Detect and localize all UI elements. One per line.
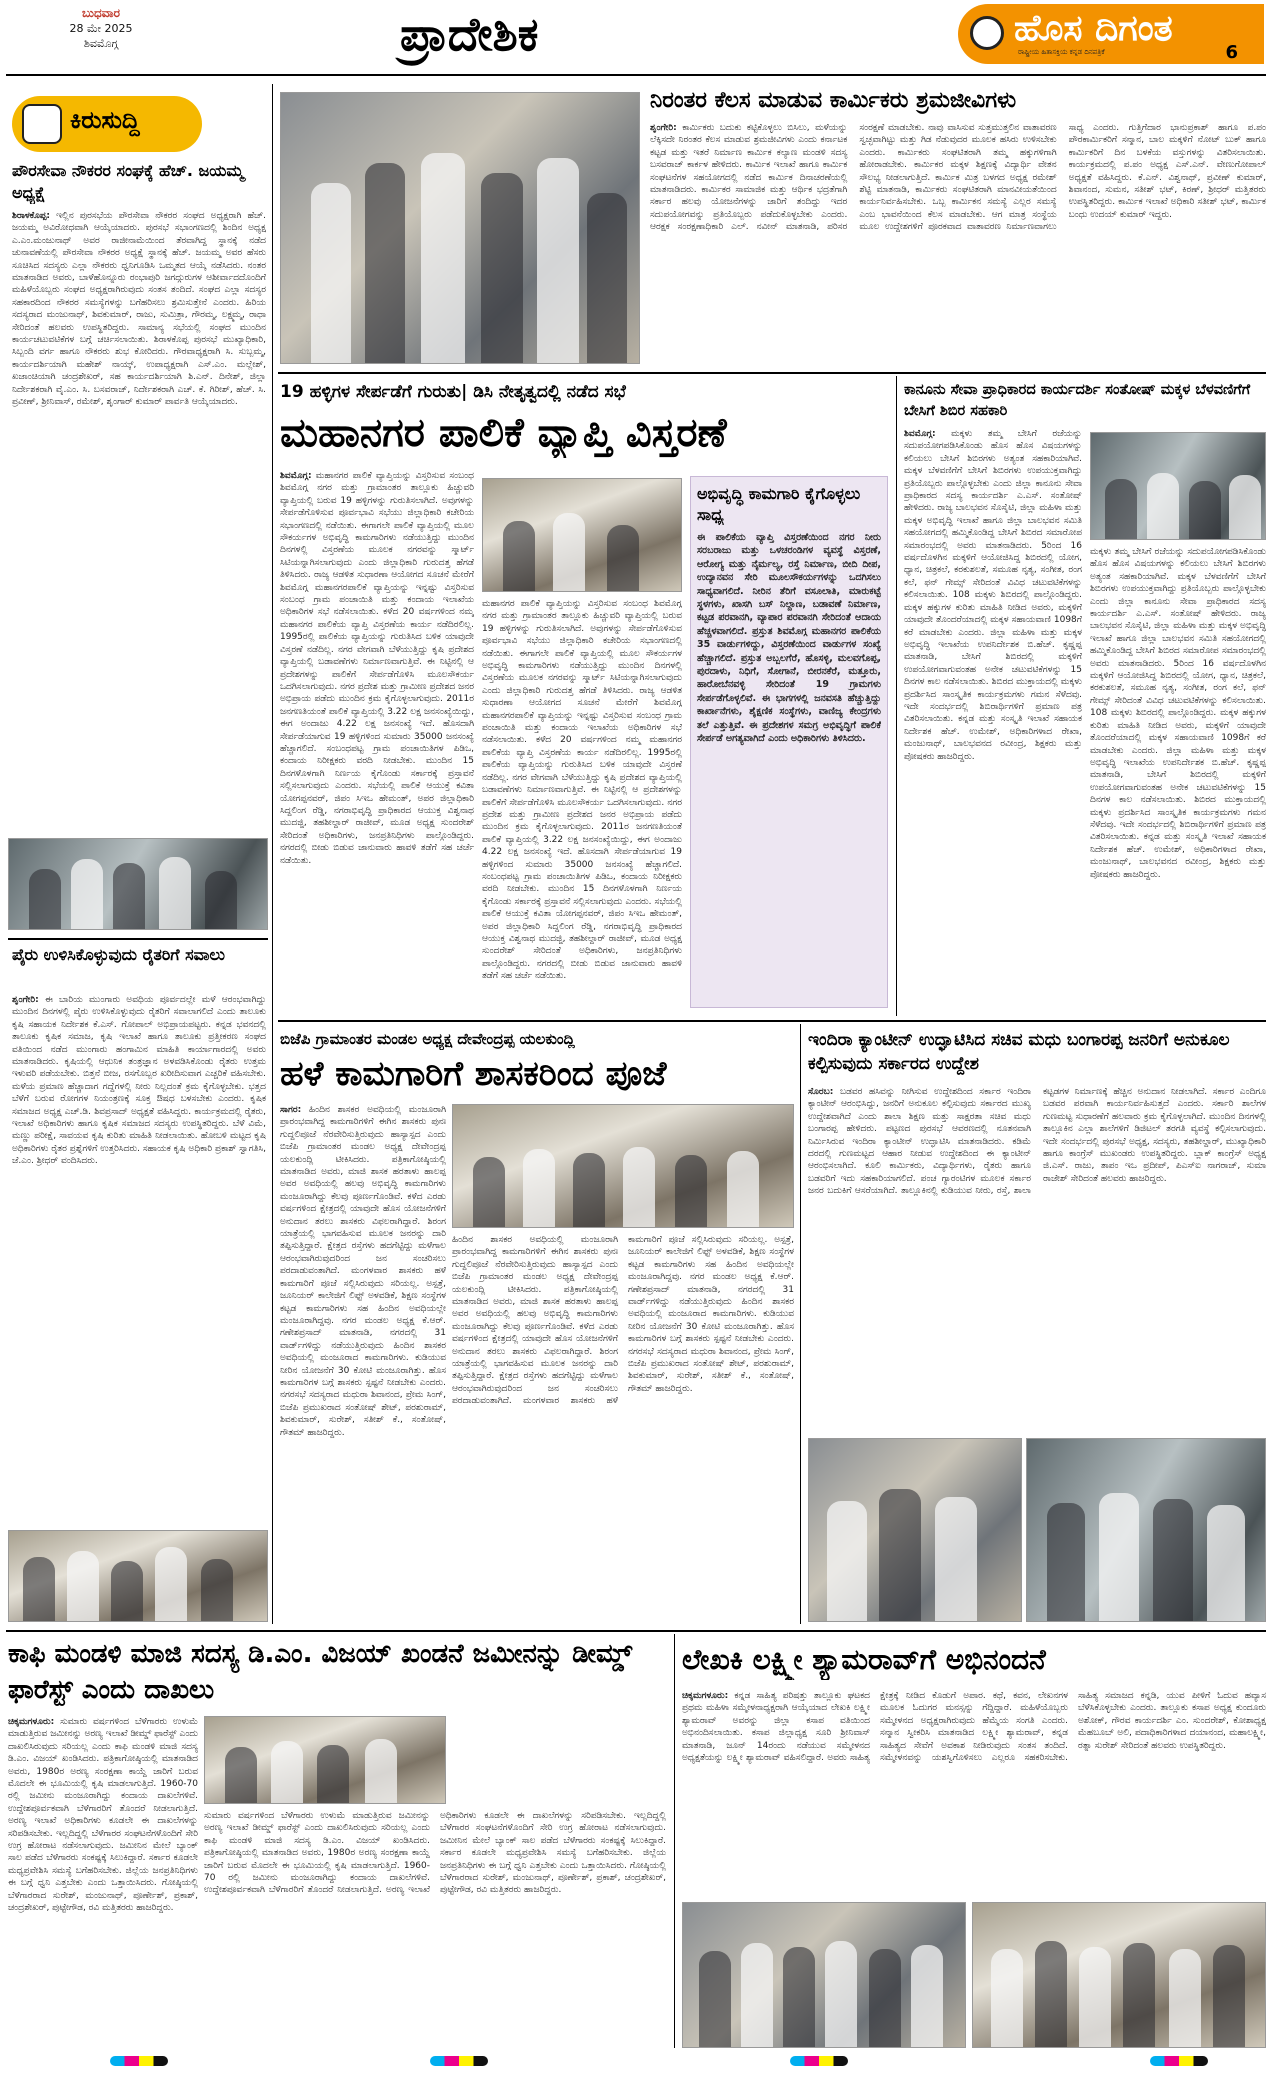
brand-banner: [958, 4, 1264, 64]
sidebar-heading: ಅಭಿವೃದ್ಧಿ ಕಾಮಗಾರಿ ಕೈಗೊಳ್ಳಲು ಸಾಧ್ಯ: [697, 484, 861, 524]
masthead: [0, 0, 1273, 72]
divider-3: [6, 1630, 1266, 1632]
sidebar-body: ಈ ಪಾಲಿಕೆಯ ವ್ಯಾಪ್ತಿ ವಿಸ್ತರಣೆಯಿಂದ ನಗರ ನೀರು ಸರಬರಾಜು ಮತ್ತು ಒಳಚರಂಡಿಗಳ ವ್ಯವಸ್ಥೆ ವಿಸ್ತರಣೆ, ಆರೋಗ್ಯ ಮತ್ತು ನೈರ್ಮಲ್ಯ, ರಸ್ತೆ ನಿರ್ಮಾಣ, ಬೀದಿ ದೀಪ, ಉದ್ಯಾನವನ ಸೇರಿ ಮೂಲಸೌಕರ್ಯಗಳನ್ನು ಒದಗಿಸಲು ಸಾಧ್ಯವಾಗಲಿದೆ. ನೀರಿನ ತೆರಿಗೆ ವಸೂಲಾತಿ, ಮಾರುಕಟ್ಟೆ ಸ್ಥಳಗಳು, ಖಾಸಗಿ ಬಸ್ ನಿಲ್ದಾಣ, ಬಡಾವಣೆ ನಿರ್ಮಾಣ, ಕಟ್ಟಡ ಪರವಾನಗಿ, ವ್ಯಾಪಾರ ಪರವಾನಗಿ ಸೇರಿದಂತೆ ಆದಾಯ ಹೆಚ್ಚಳವಾಗಲಿದೆ. ಪ್ರಸ್ತುತ ಶಿವಮೊಗ್ಗ ಮಹಾನಗರ ಪಾಲಿಕೆಯ 35 ವಾರ್ಡುಗಳಿದ್ದು, ವಿಸ್ತರಣೆಯಿಂದ ವಾರ್ಡುಗಳ ಸಂಖ್ಯೆ ಹೆಚ್ಚಾಗಲಿದೆ. ಪ್ರಸ್ತುತ ಅಬ್ಬಲಗೆರೆ, ಹೊಸಳ್ಳಿ, ಮಲವಗೊಪ್ಪ, ಪುರದಾಳು, ನಿಧಿಗೆ, ಸೋಗಾನೆ, ಬೀರನಕೆರೆ, ಮತ್ತೂರು, ಹಾರೋಬೆನವಳ್ಳಿ ಸೇರಿದಂತೆ 19 ಗ್ರಾಮಗಳು ಸೇರ್ಪಡೆಗೊಳ್ಳಲಿವೆ. ಈ ಭಾಗಗಳಲ್ಲಿ ಜನವಸತಿ ಹೆಚ್ಚುತ್ತಿದ್ದು ಕಾರ್ಖಾನೆಗಳು, ಶೈಕ್ಷಣಿಕ ಸಂಸ್ಥೆಗಳು, ವಾಣಿಜ್ಯ ಕೇಂದ್ರಗಳು ತಲೆ ಎತ್ತುತ್ತಿವೆ. ಈ ಪ್ರದೇಶಗಳ ಸಮಗ್ರ ಅಭಿವೃದ್ಧಿಗೆ ಪಾಲಿಕೆ ಸೇರ್ಪಡೆ ಅಗತ್ಯವಾಗಿದೆ ಎಂದು ಅಧಿಕಾರಿಗಳು ತಿಳಿಸಿದರು.: [697, 532, 881, 745]
article5-photo-1: [808, 1438, 1022, 1622]
article5-headline: ಇಂದಿರಾ ಕ್ಯಾಂಟೀನ್ ಉದ್ಘಾಟಿಸಿದ ಸಚಿವ ಮಧು ಬಂಗಾರಪ್ಪ ಜನರಿಗೆ ಅನುಕೂಲ ಕಲ್ಪಿಸುವುದು ಸರ್ಕಾರದ ಉದ್ದೇಶ: [808, 1030, 1230, 1074]
news1-place: ಶಿರಾಳಕೊಪ್ಪ:: [12, 211, 50, 221]
brand-logo-icon: [970, 16, 1004, 50]
article7-headline: ಲೇಖಕಿ ಲಕ್ಷ್ಮೀ ಶ್ಯಾಮರಾವ್‌ಗೆ ಅಭಿನಂದನೆ: [682, 1643, 1046, 1676]
article1-body: [650, 122, 1266, 366]
news1-headline: ಪೌರಸೇವಾ ನೌಕರರ ಸಂಘಕ್ಕೆ ಹೆಚ್. ಜಯಮ್ಮ ಅಧ್ಯಕ್ಷೆ: [12, 161, 244, 202]
article5-photo-2: [1026, 1438, 1266, 1622]
brand-tagline: ರಾಷ್ಟ್ರೀಯ ಹಿತಾಸಕ್ತಿಯ ಕನ್ನಡ ದಿನಪತ್ರಿಕೆ: [1018, 48, 1105, 56]
article3-headline: ಕಾನೂನು ಸೇವಾ ಪ್ರಾಧಿಕಾರದ ಕಾರ್ಯದರ್ಶಿ ಸಂತೋಷ್ ಮಕ್ಕಳ ಬೆಳವಣಿಗೆಗೆ ಬೇಸಿಗೆ ಶಿಬಿರ ಸಹಕಾರಿ: [904, 382, 1251, 419]
news2-body: [12, 994, 266, 1524]
article5-place: ಸೊರಬ:: [808, 1087, 834, 1097]
lead-body-col1: [280, 470, 474, 1016]
article3-text-cont: ಮಕ್ಕಳು ತಮ್ಮ ಬೇಸಿಗೆ ರಜೆಯನ್ನು ಸದುಪಯೋಗಪಡಿಸಿಕೊಂಡು ಹೊಸ ಹೊಸ ವಿಷಯಗಳನ್ನು ಕಲಿಯಲು ಬೇಸಿಗೆ ಶಿಬಿರಗಳು ಅತ್ಯಂತ ಸಹಕಾರಿಯಾಗಿವೆ. ಮಕ್ಕಳ ಬೆಳವಣಿಗೆಗೆ ಬೇಸಿಗೆ ಶಿಬಿರಗಳು ಉಪಯುಕ್ತವಾಗಿದ್ದು ಪ್ರತಿಯೊಬ್ಬರು ಪಾಲ್ಗೊಳ್ಳಬೇಕು ಎಂದು ಜಿಲ್ಲಾ ಕಾನೂನು ಸೇವಾ ಪ್ರಾಧಿಕಾರದ ಸದಸ್ಯ ಕಾರ್ಯದರ್ಶಿ ಎ.ಎಸ್. ಸಂತೋಷ್ ಹೇಳಿದರು. ರಾಜ್ಯ ಬಾಲಭವನ ಸೊಸೈಟಿ, ಜಿಲ್ಲಾ ಮಹಿಳಾ ಮತ್ತು ಮಕ್ಕಳ ಅಭಿವೃದ್ಧಿ ಇಲಾಖೆ ಹಾಗೂ ಜಿಲ್ಲಾ ಬಾಲಭವನ ಸಮಿತಿ ಸಹಯೋಗದಲ್ಲಿ ಹಮ್ಮಿಕೊಂಡಿದ್ದ ಬೇಸಿಗೆ ಶಿಬಿರದ ಸಮಾರೋಪ ಸಮಾರಂಭದಲ್ಲಿ ಅವರು ಮಾತನಾಡಿದರು. 5ರಿಂದ 16 ವರ್ಷದೊಳಗಿನ ಮಕ್ಕಳಿಗೆ ಆಯೋಜಿಸಿದ್ದ ಶಿಬಿರದಲ್ಲಿ ಯೋಗ, ಧ್ಯಾನ, ಚಿತ್ರಕಲೆ, ಕರಕುಶಲತೆ, ಸಮೂಹ ನೃತ್ಯ, ಸಂಗೀತ, ರಂಗ ಕಲೆ, ಫನ್ ಗೇಮ್ಸ್ ಸೇರಿದಂತೆ ವಿವಿಧ ಚಟುವಟಿಕೆಗಳನ್ನು ಕಲಿಸಲಾಯಿತು. 108 ಮಕ್ಕಳು ಶಿಬಿರದಲ್ಲಿ ಪಾಲ್ಗೊಂಡಿದ್ದರು. ಮಕ್ಕಳ ಹಕ್ಕುಗಳ ಕುರಿತು ಮಾಹಿತಿ ನೀಡಿದ ಅವರು, ಮಕ್ಕಳಿಗೆ ಯಾವುದೇ ತೊಂದರೆಯಾದಲ್ಲಿ ಮಕ್ಕಳ ಸಹಾಯವಾಣಿ 1098ಗೆ ಕರೆ ಮಾಡಬೇಕು ಎಂದರು. ಜಿಲ್ಲಾ ಮಹಿಳಾ ಮತ್ತು ಮಕ್ಕಳ ಅಭಿವೃದ್ಧಿ ಇಲಾಖೆಯ ಉಪನಿರ್ದೇಶಕ ಬಿ.ಹೆಚ್. ಕೃಷ್ಣಪ್ಪ ಮಾತನಾಡಿ, ಬೇಸಿಗೆ ಶಿಬಿರದಲ್ಲಿ ಮಕ್ಕಳಿಗೆ ಉಪಯೋಗವಾಗುವಂತಹ ಅನೇಕ ಚಟುವಟಿಕೆಗಳನ್ನು 15 ದಿನಗಳ ಕಾಲ ನಡೆಸಲಾಯಿತು. ಶಿಬಿರದ ಮುಕ್ತಾಯದಲ್ಲಿ ಮಕ್ಕಳು ಪ್ರದರ್ಶಿಸಿದ ಸಾಂಸ್ಕೃತಿಕ ಕಾರ್ಯಕ್ರಮಗಳು ಗಮನ ಸೆಳೆದವು. ಇದೇ ಸಂದರ್ಭದಲ್ಲಿ ಶಿಬಿರಾರ್ಥಿಗಳಿಗೆ ಪ್ರಮಾಣ ಪತ್ರ ವಿತರಿಸಲಾಯಿತು. ಕನ್ನಡ ಮತ್ತು ಸಂಸ್ಕೃತಿ ಇಲಾಖೆ ಸಹಾಯಕ ನಿರ್ದೇಶಕ ಹೆಚ್. ಉಮೇಶ್, ಅಧಿಕಾರಿಗಳಾದ ರೇಖಾ, ಮಂಜುನಾಥ್, ಬಾಲಭವನದ ರವೀಂದ್ರ, ಶಿಕ್ಷಕರು ಮತ್ತು ಪೋಷಕರು ಹಾಜರಿದ್ದರು.: [1090, 547, 1266, 880]
article7-text: ಕನ್ನಡ ಸಾಹಿತ್ಯ ಪರಿಷತ್ತು ತಾಲ್ಲೂಕು ಘಟಕದ ಪ್ರಥಮ ಮಹಿಳಾ ಸಮ್ಮೇಳನಾಧ್ಯಕ್ಷರಾಗಿ ಆಯ್ಕೆಯಾದ ಲೇಖಕಿ ಲಕ್ಷ್ಮೀ ಶ್ಯಾಮರಾವ್ ಅವರನ್ನು ಜಿಲ್ಲಾ ಕಸಾಪ ವತಿಯಿಂದ ಅಭಿನಂದಿಸಲಾಯಿತು. ಕಸಾಪ ಜಿಲ್ಲಾಧ್ಯಕ್ಷ ಸೂರಿ ಶ್ರೀನಿವಾಸ್ ಮಾತನಾಡಿ, ಜೂನ್ 14ರಂದು ನಡೆಯುವ ಸಮ್ಮೇಳನದ ಅಧ್ಯಕ್ಷತೆಯನ್ನು ಲಕ್ಷ್ಮೀ ಶ್ಯಾಮರಾವ್ ವಹಿಸಲಿದ್ದಾರೆ. ಅವರು ಸಾಹಿತ್ಯ ಕ್ಷೇತ್ರಕ್ಕೆ ನೀಡಿದ ಕೊಡುಗೆ ಅಪಾರ. ಕಥೆ, ಕವನ, ಲೇಖನಗಳ ಮೂಲಕ ಓದುಗರ ಮನಸ್ಸನ್ನು ಗೆದ್ದಿದ್ದಾರೆ. ಮಹಿಳೆಯೊಬ್ಬರು ಸಮ್ಮೇಳನದ ಅಧ್ಯಕ್ಷರಾಗಿರುವುದು ಹೆಮ್ಮೆಯ ಸಂಗತಿ ಎಂದರು. ಸನ್ಮಾನ ಸ್ವೀಕರಿಸಿ ಮಾತನಾಡಿದ ಲಕ್ಷ್ಮೀ ಶ್ಯಾಮರಾವ್, ಕನ್ನಡ ಸಾಹಿತ್ಯದ ಸೇವೆಗೆ ಅವಕಾಶ ನೀಡಿರುವುದು ಸಂತಸ ತಂದಿದೆ. ಸಮ್ಮೇಳನವನ್ನು ಯಶಸ್ವಿಗೊಳಿಸಲು ಎಲ್ಲರೂ ಸಹಕರಿಸಬೇಕು. ಸಾಹಿತ್ಯ ಸಮಾಜದ ಕನ್ನಡಿ, ಯುವ ಪೀಳಿಗೆ ಓದುವ ಹವ್ಯಾಸ ಬೆಳೆಸಿಕೊಳ್ಳಬೇಕು ಎಂದರು. ತಾಲ್ಲೂಕು ಕಸಾಪ ಅಧ್ಯಕ್ಷ ಕುಂದೂರು ಅಶೋಕ್, ಗೌರವ ಕಾರ್ಯದರ್ಶಿ ಎಂ. ಸುಂದರೇಶ್, ಕೋಶಾಧ್ಯಕ್ಷ ಮೆಹಬೂಬ್ ಅಲಿ, ಪದಾಧಿಕಾರಿಗಳಾದ ದಯಾನಂದ, ಮಹಾಲಕ್ಷ್ಮೀ, ರತ್ನಾ ಸುರೇಶ್ ಸೇರಿದಂತೆ ಹಲವರು ಉಪಸ್ಥಿತರಿದ್ದರು.: [682, 1691, 1266, 1764]
hand-icon: [22, 104, 62, 144]
article6-body-col2: [204, 1810, 666, 2048]
lead-place: ಶಿವಮೊಗ್ಗ:: [280, 471, 312, 481]
article4-place: ಸಾಗರ:: [280, 1105, 302, 1115]
city-label: ಶಿವಮೊಗ್ಗ: [83, 37, 119, 50]
article4-photo: [452, 1104, 794, 1228]
lead-right-divider: [896, 376, 897, 1016]
news2-place: ಶೃಂಗೇರಿ:: [12, 995, 39, 1005]
article3-photo: [1090, 432, 1266, 540]
article4-text-cont: ಹಿಂದಿನ ಶಾಸಕರ ಅವಧಿಯಲ್ಲಿ ಮಂಜೂರಾಗಿ ಪ್ರಾರಂಭವಾಗಿದ್ದ ಕಾಮಗಾರಿಗಳಿಗೆ ಈಗಿನ ಶಾಸಕರು ಪುನಃ ಗುದ್ದಲಿಪೂಜೆ ನೆರವೇರಿಸುತ್ತಿರುವುದು ಹಾಸ್ಯಾಸ್ಪದ ಎಂದು ಬಿಜೆಪಿ ಗ್ರಾಮಾಂತರ ಮಂಡಲ ಅಧ್ಯಕ್ಷ ದೇವೇಂದ್ರಪ್ಪ ಯಲಕುಂದ್ಲಿ ಟೀಕಿಸಿದರು. ಪತ್ರಿಕಾಗೋಷ್ಠಿಯಲ್ಲಿ ಮಾತನಾಡಿದ ಅವರು, ಮಾಜಿ ಶಾಸಕ ಹರತಾಳು ಹಾಲಪ್ಪ ಅವರ ಅವಧಿಯಲ್ಲಿ ಹಲವು ಅಭಿವೃದ್ಧಿ ಕಾಮಗಾರಿಗಳು ಮಂಜೂರಾಗಿದ್ದು ಕೆಲವು ಪೂರ್ಣಗೊಂಡಿವೆ. ಕಳೆದ ಎರಡು ವರ್ಷಗಳಿಂದ ಕ್ಷೇತ್ರದಲ್ಲಿ ಯಾವುದೇ ಹೊಸ ಯೋಜನೆಗಳಿಗೆ ಅನುದಾನ ತರಲು ಶಾಸಕರು ವಿಫಲರಾಗಿದ್ದಾರೆ. ಶಿರಂಗ ಯಾತ್ರೆಯಲ್ಲಿ ಭಾಗವಹಿಸುವ ಮೂಲಕ ಜನರನ್ನು ದಾರಿ ತಪ್ಪಿಸುತ್ತಿದ್ದಾರೆ. ಕ್ಷೇತ್ರದ ರಸ್ತೆಗಳು ಹದಗೆಟ್ಟಿದ್ದು ಮಳೆಗಾಲ ಆರಂಭವಾಗಿರುವುದರಿಂದ ಜನ ಸಂಚರಿಸಲು ಪರದಾಡುವಂತಾಗಿದೆ. ಮಂಗಳವಾರ ಶಾಸಕರು ಹಳೆ ಕಾಮಗಾರಿಗೆ ಪೂಜೆ ಸಲ್ಲಿಸಿರುವುದು ಸರಿಯಲ್ಲ. ಅಸ್ಪತ್ರೆ, ಜೂನಿಯರ್ ಕಾಲೇಜಿಗೆ ಲಿಫ್ಟ್ ಅಳವಡಿಕೆ, ಶಿಕ್ಷಣ ಸಂಸ್ಥೆಗಳ ಕಟ್ಟಡ ಕಾಮಗಾರಿಗಳು ಸಹ ಹಿಂದಿನ ಅವಧಿಯಲ್ಲೇ ಮಂಜೂರಾಗಿದ್ದವು. ನಗರ ಮಂಡಲ ಅಧ್ಯಕ್ಷ ಕೆ.ಆರ್. ಗಣೇಶಪ್ರಸಾದ್ ಮಾತನಾಡಿ, ನಗರದಲ್ಲಿ 31 ವಾರ್ಡ್‌ಗಳಿದ್ದು ನಡೆಯುತ್ತಿರುವುದು ಹಿಂದಿನ ಶಾಸಕರ ಅವಧಿಯಲ್ಲಿ ಮಂಜೂರಾದ ಕಾಮಗಾರಿಗಳು. ಕುಡಿಯುವ ನೀರಿನ ಯೋಜನೆಗೆ 30 ಕೋಟಿ ಮಂಜೂರಾಗಿತ್ತು. ಹೊಸ ಕಾಮಗಾರಿಗಳ ಬಗ್ಗೆ ಶಾಸಕರು ಸ್ಪಷ್ಟನೆ ನೀಡಬೇಕು ಎಂದರು. ನಗರಸಭೆ ಸದಸ್ಯರಾದ ಮಧುರಾ ಶಿವಾನಂದ, ಪ್ರೇಮ ಸಿಂಗ್, ಬಿಜೆಪಿ ಪ್ರಮುಖರಾದ ಸಂತೋಷ್ ಶೇಟ್, ಪರಶುರಾಮ್, ಶಿವಕುಮಾರ್, ಸುರೇಶ್, ಸತೀಶ್ ಕೆ., ಸಂತೋಷ್, ಗೌತಮ್ ಹಾಜರಿದ್ದರು.: [452, 1235, 794, 1407]
left-divider-1: [8, 938, 268, 940]
article6-headline: ಕಾಫಿ ಮಂಡಳಿ ಮಾಜಿ ಸದಸ್ಯ ಡಿ.ಎಂ. ವಿಜಯ್ ಖಂಡನೆ ಜಮೀನನ್ನು ಡೀಮ್ಡ್ ಫಾರೆಸ್ಟ್ ಎಂದು ದಾಖಲು: [8, 1639, 633, 1705]
article4-right-divider: [800, 1024, 801, 1624]
lead-kicker: 19 ಹಳ್ಳಿಗಳ ಸೇರ್ಪಡೆಗೆ ಗುರುತು| ಡಿಸಿ ನೇತೃತ್ವದಲ್ಲಿ ನಡೆದ ಸಭೆ: [280, 382, 626, 402]
lead-headline: ಮಹಾನಗರ ಪಾಲಿಕೆ ವ್ಯಾಪ್ತಿ ವಿಸ್ತರಣೆ: [280, 410, 727, 456]
news1-body: [12, 210, 266, 830]
news2-photo: [8, 1530, 268, 1622]
article6-place: ಚಿಕ್ಕಮಗಳೂರು:: [8, 1717, 55, 1727]
article4-body-col1: [280, 1104, 446, 1624]
article1-headline: ನಿರಂತರ ಕೆಲಸ ಮಾಡುವ ಕಾರ್ಮಿಕರು ಶ್ರಮಜೀವಿಗಳು: [650, 88, 1017, 113]
day-label: ಬುಧವಾರ: [82, 6, 120, 20]
article3-body-col2: [1090, 546, 1266, 1016]
bottom-divider: [674, 1634, 675, 2048]
article4-headline: ಹಳೆ ಕಾಮಗಾರಿಗೆ ಶಾಸಕರಿಂದ ಪೂಜೆ: [280, 1054, 667, 1094]
article6-photo: [204, 1716, 446, 1804]
left-col-divider: [272, 84, 273, 1624]
kirusuddi-logo: [12, 96, 202, 152]
article1-text: ಕಾರ್ಮಿಕರು ಬದುಕು ಕಟ್ಟಿಕೊಳ್ಳಲು ಬಿಸಿಲು, ಮಳೆಯನ್ನು ಲೆಕ್ಕಿಸದೇ ನಿರಂತರ ಕೆಲಸ ಮಾಡುವ ಶ್ರಮಜೀವಿಗಳು ಎಂದು ಕರ್ನಾಟಕ ಕಟ್ಟಡ ಮತ್ತು ಇತರೆ ನಿರ್ಮಾಣ ಕಾರ್ಮಿಕ ಕಲ್ಯಾಣ ಮಂಡಳಿ ಸದಸ್ಯ ಬಸವರಾಜ್ ಕಾರ್ಕಳ ಹೇಳಿದರು. ಕಾರ್ಮಿಕ ಇಲಾಖೆ ಹಾಗೂ ಕಾರ್ಮಿಕ ಸಂಘಟನೆಗಳ ಸಹಯೋಗದಲ್ಲಿ ನಡೆದ ಕಾರ್ಮಿಕ ದಿನಾಚರಣೆಯಲ್ಲಿ ಮಾತನಾಡಿದರು. ಕಾರ್ಮಿಕರ ಸಾಮಾಜಿಕ ಮತ್ತು ಆರ್ಥಿಕ ಭದ್ರತೆಗಾಗಿ ಸರ್ಕಾರ ಹಲವು ಯೋಜನೆಗಳನ್ನು ಜಾರಿಗೆ ತಂದಿದ್ದು ಇದರ ಸದುಪಯೋಗವನ್ನು ಪ್ರತಿಯೊಬ್ಬರು ಪಡೆದುಕೊಳ್ಳಬೇಕು ಎಂದರು. ಆರಕ್ಷಕ ಸಂರಕ್ಷಣಾಧಿಕಾರಿ ಎಲ್. ನವೀನ್ ಮಾತನಾಡಿ, ಪರಿಸರ ಸಂರಕ್ಷಣೆ ಮಾಡಬೇಕು. ನಾವು ವಾಸಿಸುವ ಸುತ್ತಮುತ್ತಲಿನ ವಾತಾವರಣ ಸ್ವಚ್ಛವಾಗಿಟ್ಟು ಮತ್ತು ಗಿಡ ನೆಡುವುದರ ಮೂಲಕ ಹಸಿರು ಉಳಿಸಬೇಕು ಎಂದರು. ಕಾರ್ಮಿಕರು ಸಂಘಟಿತರಾಗಿ ತಮ್ಮ ಹಕ್ಕುಗಳಿಗಾಗಿ ಹೋರಾಡಬೇಕು. ಕಾರ್ಮಿಕರ ಮಕ್ಕಳ ಶಿಕ್ಷಣಕ್ಕೆ ವಿದ್ಯಾರ್ಥಿ ವೇತನ ಸೌಲಭ್ಯ ನೀಡಲಾಗುತ್ತಿದೆ. ಕಾರ್ಮಿಕ ಮಿತ್ರ ಬಳಗದ ಅಧ್ಯಕ್ಷ ರಮೇಶ್ ಶೆಟ್ಟಿ ಮಾತನಾಡಿ, ಕಾರ್ಮಿಕರು ಸಂಘಟಿತರಾಗಿ ಮಾನವೀಯತೆಯಿಂದ ಕಾರ್ಯನಿರ್ವಹಿಸಬೇಕು. ಒಬ್ಬ ಕಾರ್ಮಿಕನ ಸಮಸ್ಯೆ ಎಲ್ಲರ ಸಮಸ್ಯೆ ಎಂಬ ಭಾವನೆಯಿಂದ ಕೆಲಸ ಮಾಡಬೇಕು. ಆಗ ಮಾತ್ರ ಸಂಸ್ಥೆಯ ಮೂಲ ಉದ್ದೇಶಗಳಿಗೆ ಪೂರಕವಾದ ವಾತಾವರಣ ನಿರ್ಮಾಣವಾಗಲು ಸಾಧ್ಯ ಎಂದರು. ಗುತ್ತಿಗೆದಾರ ಭಾನುಪ್ರಕಾಶ್ ಹಾಗೂ ಪ.ಪಂ ಪೌರಕಾರ್ಮಿಕರಿಗೆ ಸನ್ಮಾನ, ಬಾಲ ಮಕ್ಕಳಿಗೆ ನೋಟ್ ಬುಕ್ ಹಾಗೂ ಕಾರ್ಮಿಕರಿಗೆ ದಿನ ಬಳಕೆಯ ವಸ್ತುಗಳನ್ನು ವಿತರಿಸಲಾಯಿತು. ಕಾರ್ಯಕ್ರಮದಲ್ಲಿ ಪ.ಪಂ ಅಧ್ಯಕ್ಷ ಎಸ್.ಎನ್. ವೇಣುಗೋಪಾಲ್ ಅಧ್ಯಕ್ಷತೆ ವಹಿಸಿದ್ದರು. ಕೆ.ಎನ್. ವಿಶ್ವನಾಥ್, ಪ್ರವೀಣ್ ಕುಮಾರ್, ಶಿವಾನಂದ, ಸುಮನ, ಸತೀಶ್ ಭಟ್, ಕಿರಣ್, ಶ್ರೀಧರ್ ಮತ್ತಿತರರು ಉಪಸ್ಥಿತರಿದ್ದರು. ಕಾರ್ಮಿಕ ಇಲಾಖೆ ಅಧಿಕಾರಿ ಸತೀಶ್ ಭಟ್, ಕಾರ್ಮಿಕ ಬಂಧು ಉದಯ್ ಕುಮಾರ್ ಇದ್ದರು.: [650, 123, 1266, 233]
page-number: 6: [1225, 42, 1238, 63]
article4-text: ಹಿಂದಿನ ಶಾಸಕರ ಅವಧಿಯಲ್ಲಿ ಮಂಜೂರಾಗಿ ಪ್ರಾರಂಭವಾಗಿದ್ದ ಕಾಮಗಾರಿಗಳಿಗೆ ಈಗಿನ ಶಾಸಕರು ಪುನಃ ಗುದ್ದಲಿಪೂಜೆ ನೆರವೇರಿಸುತ್ತಿರುವುದು ಹಾಸ್ಯಾಸ್ಪದ ಎಂದು ಬಿಜೆಪಿ ಗ್ರಾಮಾಂತರ ಮಂಡಲ ಅಧ್ಯಕ್ಷ ದೇವೇಂದ್ರಪ್ಪ ಯಲಕುಂದ್ಲಿ ಟೀಕಿಸಿದರು. ಪತ್ರಿಕಾಗೋಷ್ಠಿಯಲ್ಲಿ ಮಾತನಾಡಿದ ಅವರು, ಮಾಜಿ ಶಾಸಕ ಹರತಾಳು ಹಾಲಪ್ಪ ಅವರ ಅವಧಿಯಲ್ಲಿ ಹಲವು ಅಭಿವೃದ್ಧಿ ಕಾಮಗಾರಿಗಳು ಮಂಜೂರಾಗಿದ್ದು ಕೆಲವು ಪೂರ್ಣಗೊಂಡಿವೆ. ಕಳೆದ ಎರಡು ವರ್ಷಗಳಿಂದ ಕ್ಷೇತ್ರದಲ್ಲಿ ಯಾವುದೇ ಹೊಸ ಯೋಜನೆಗಳಿಗೆ ಅನುದಾನ ತರಲು ಶಾಸಕರು ವಿಫಲರಾಗಿದ್ದಾರೆ. ಶಿರಂಗ ಯಾತ್ರೆಯಲ್ಲಿ ಭಾಗವಹಿಸುವ ಮೂಲಕ ಜನರನ್ನು ದಾರಿ ತಪ್ಪಿಸುತ್ತಿದ್ದಾರೆ. ಕ್ಷೇತ್ರದ ರಸ್ತೆಗಳು ಹದಗೆಟ್ಟಿದ್ದು ಮಳೆಗಾಲ ಆರಂಭವಾಗಿರುವುದರಿಂದ ಜನ ಸಂಚರಿಸಲು ಪರದಾಡುವಂತಾಗಿದೆ. ಮಂಗಳವಾರ ಶಾಸಕರು ಹಳೆ ಕಾಮಗಾರಿಗೆ ಪೂಜೆ ಸಲ್ಲಿಸಿರುವುದು ಸರಿಯಲ್ಲ. ಅಸ್ಪತ್ರೆ, ಜೂನಿಯರ್ ಕಾಲೇಜಿಗೆ ಲಿಫ್ಟ್ ಅಳವಡಿಕೆ, ಶಿಕ್ಷಣ ಸಂಸ್ಥೆಗಳ ಕಟ್ಟಡ ಕಾಮಗಾರಿಗಳು ಸಹ ಹಿಂದಿನ ಅವಧಿಯಲ್ಲೇ ಮಂಜೂರಾಗಿದ್ದವು. ನಗರ ಮಂಡಲ ಅಧ್ಯಕ್ಷ ಕೆ.ಆರ್. ಗಣೇಶಪ್ರಸಾದ್ ಮಾತನಾಡಿ, ನಗರದಲ್ಲಿ 31 ವಾರ್ಡ್‌ಗಳಿದ್ದು ನಡೆಯುತ್ತಿರುವುದು ಹಿಂದಿನ ಶಾಸಕರ ಅವಧಿಯಲ್ಲಿ ಮಂಜೂರಾದ ಕಾಮಗಾರಿಗಳು. ಕುಡಿಯುವ ನೀರಿನ ಯೋಜನೆಗೆ 30 ಕೋಟಿ ಮಂಜೂರಾಗಿತ್ತು. ಹೊಸ ಕಾಮಗಾರಿಗಳ ಬಗ್ಗೆ ಶಾಸಕರು ಸ್ಪಷ್ಟನೆ ನೀಡಬೇಕು ಎಂದರು. ನಗರಸಭೆ ಸದಸ್ಯರಾದ ಮಧುರಾ ಶಿವಾನಂದ, ಪ್ರೇಮ ಸಿಂಗ್, ಬಿಜೆಪಿ ಪ್ರಮುಖರಾದ ಸಂತೋಷ್ ಶೇಟ್, ಪರಶುರಾಮ್, ಶಿವಕುಮಾರ್, ಸುರೇಶ್, ಸತೀಶ್ ಕೆ., ಸಂತೋಷ್, ಗೌತಮ್ ಹಾಜರಿದ್ದರು.: [280, 1105, 446, 1438]
article5-text: ಬಡವರ ಹಸಿವನ್ನು ನೀಗಿಸುವ ಉದ್ದೇಶದಿಂದ ಸರ್ಕಾರ ಇಂದಿರಾ ಕ್ಯಾಂಟೀನ್ ಆರಂಭಿಸಿದ್ದು, ಜನರಿಗೆ ಅನುಕೂಲ ಕಲ್ಪಿಸುವುದು ಸರ್ಕಾರದ ಮುಖ್ಯ ಉದ್ದೇಶವಾಗಿದೆ ಎಂದು ಶಾಲಾ ಶಿಕ್ಷಣ ಮತ್ತು ಸಾಕ್ಷರತಾ ಸಚಿವ ಮಧು ಬಂಗಾರಪ್ಪ ಹೇಳಿದರು. ಪಟ್ಟಣದ ಪುರಸಭೆ ಆವರಣದಲ್ಲಿ ನೂತನವಾಗಿ ನಿರ್ಮಿಸಿರುವ ಇಂದಿರಾ ಕ್ಯಾಂಟೀನ್ ಉದ್ಘಾಟಿಸಿ ಮಾತನಾಡಿದರು. ಕಡಿಮೆ ದರದಲ್ಲಿ ಗುಣಮಟ್ಟದ ಆಹಾರ ನೀಡುವ ಉದ್ದೇಶದಿಂದ ಈ ಕ್ಯಾಂಟೀನ್ ಆರಂಭಿಸಲಾಗಿದೆ. ಕೂಲಿ ಕಾರ್ಮಿಕರು, ವಿದ್ಯಾರ್ಥಿಗಳು, ರೈತರು ಹಾಗೂ ಬಡವರಿಗೆ ಇದು ಸಹಕಾರಿಯಾಗಲಿದೆ. ಪಂಚ ಗ್ಯಾರಂಟಿಗಳ ಮೂಲಕ ಸರ್ಕಾರ ಜನರ ಬದುಕಿಗೆ ಆಸರೆಯಾಗಿದೆ. ತಾಲ್ಲೂಕಿನಲ್ಲಿ ಕುಡಿಯುವ ನೀರು, ರಸ್ತೆ, ಶಾಲಾ ಕಟ್ಟಡಗಳ ನಿರ್ಮಾಣಕ್ಕೆ ಹೆಚ್ಚಿನ ಅನುದಾನ ನೀಡಲಾಗಿದೆ. ಸರ್ಕಾರ ಎಂದಿಗೂ ಬಡವರ ಪರವಾಗಿ ಕಾರ್ಯನಿರ್ವಹಿಸುತ್ತದೆ ಎಂದರು. ಸರ್ಕಾರಿ ಶಾಲೆಗಳ ಗುಣಮಟ್ಟ ಸುಧಾರಣೆಗೆ ಹಲವಾರು ಕ್ರಮ ಕೈಗೊಳ್ಳಲಾಗಿದೆ. ಮುಂದಿನ ದಿನಗಳಲ್ಲಿ ತಾಲ್ಲೂಕಿನ ಎಲ್ಲಾ ಶಾಲೆಗಳಿಗೆ ಡಿಜಿಟಲ್ ತರಗತಿ ವ್ಯವಸ್ಥೆ ಕಲ್ಪಿಸಲಾಗುವುದು. ಇದೇ ಸಂದರ್ಭದಲ್ಲಿ ಪುರಸಭೆ ಅಧ್ಯಕ್ಷ, ಸದಸ್ಯರು, ತಹಶೀಲ್ದಾರ್, ಮುಖ್ಯಾಧಿಕಾರಿ ಹಾಗೂ ಕಾಂಗ್ರೆಸ್ ಮುಖಂಡರು ಉಪಸ್ಥಿತರಿದ್ದರು. ಬ್ಲಾಕ್ ಕಾಂಗ್ರೆಸ್ ಅಧ್ಯಕ್ಷ ಜಿ.ಎಸ್. ರಾಜು, ತಾಪಂ ಇಒ ಪ್ರದೀಪ್, ಪಿಎಸ್ಐ ನಾಗರಾಜ್, ಸುಮಾ ರಾಜೇಶ್ ಸೇರಿದಂತೆ ಹಲವರು ಹಾಜರಿದ್ದರು.: [808, 1087, 1266, 1197]
article3-body-col1: [904, 428, 1082, 1016]
kirusuddi-label: ಕಿರುಸುದ್ದಿ: [70, 106, 140, 134]
article3-text: ಮಕ್ಕಳು ತಮ್ಮ ಬೇಸಿಗೆ ರಜೆಯನ್ನು ಸದುಪಯೋಗಪಡಿಸಿಕೊಂಡು ಹೊಸ ಹೊಸ ವಿಷಯಗಳನ್ನು ಕಲಿಯಲು ಬೇಸಿಗೆ ಶಿಬಿರಗಳು ಅತ್ಯಂತ ಸಹಕಾರಿಯಾಗಿವೆ. ಮಕ್ಕಳ ಬೆಳವಣಿಗೆಗೆ ಬೇಸಿಗೆ ಶಿಬಿರಗಳು ಉಪಯುಕ್ತವಾಗಿದ್ದು ಪ್ರತಿಯೊಬ್ಬರು ಪಾಲ್ಗೊಳ್ಳಬೇಕು ಎಂದು ಜಿಲ್ಲಾ ಕಾನೂನು ಸೇವಾ ಪ್ರಾಧಿಕಾರದ ಸದಸ್ಯ ಕಾರ್ಯದರ್ಶಿ ಎ.ಎಸ್. ಸಂತೋಷ್ ಹೇಳಿದರು. ರಾಜ್ಯ ಬಾಲಭವನ ಸೊಸೈಟಿ, ಜಿಲ್ಲಾ ಮಹಿಳಾ ಮತ್ತು ಮಕ್ಕಳ ಅಭಿವೃದ್ಧಿ ಇಲಾಖೆ ಹಾಗೂ ಜಿಲ್ಲಾ ಬಾಲಭವನ ಸಮಿತಿ ಸಹಯೋಗದಲ್ಲಿ ಹಮ್ಮಿಕೊಂಡಿದ್ದ ಬೇಸಿಗೆ ಶಿಬಿರದ ಸಮಾರೋಪ ಸಮಾರಂಭದಲ್ಲಿ ಅವರು ಮಾತನಾಡಿದರು. 5ರಿಂದ 16 ವರ್ಷದೊಳಗಿನ ಮಕ್ಕಳಿಗೆ ಆಯೋಜಿಸಿದ್ದ ಶಿಬಿರದಲ್ಲಿ ಯೋಗ, ಧ್ಯಾನ, ಚಿತ್ರಕಲೆ, ಕರಕುಶಲತೆ, ಸಮೂಹ ನೃತ್ಯ, ಸಂಗೀತ, ರಂಗ ಕಲೆ, ಫನ್ ಗೇಮ್ಸ್ ಸೇರಿದಂತೆ ವಿವಿಧ ಚಟುವಟಿಕೆಗಳನ್ನು ಕಲಿಸಲಾಯಿತು. 108 ಮಕ್ಕಳು ಶಿಬಿರದಲ್ಲಿ ಪಾಲ್ಗೊಂಡಿದ್ದರು. ಮಕ್ಕಳ ಹಕ್ಕುಗಳ ಕುರಿತು ಮಾಹಿತಿ ನೀಡಿದ ಅವರು, ಮಕ್ಕಳಿಗೆ ಯಾವುದೇ ತೊಂದರೆಯಾದಲ್ಲಿ ಮಕ್ಕಳ ಸಹಾಯವಾಣಿ 1098ಗೆ ಕರೆ ಮಾಡಬೇಕು ಎಂದರು. ಜಿಲ್ಲಾ ಮಹಿಳಾ ಮತ್ತು ಮಕ್ಕಳ ಅಭಿವೃದ್ಧಿ ಇಲಾಖೆಯ ಉಪನಿರ್ದೇಶಕ ಬಿ.ಹೆಚ್. ಕೃಷ್ಣಪ್ಪ ಮಾತನಾಡಿ, ಬೇಸಿಗೆ ಶಿಬಿರದಲ್ಲಿ ಮಕ್ಕಳಿಗೆ ಉಪಯೋಗವಾಗುವಂತಹ ಅನೇಕ ಚಟುವಟಿಕೆಗಳನ್ನು 15 ದಿನಗಳ ಕಾಲ ನಡೆಸಲಾಯಿತು. ಶಿಬಿರದ ಮುಕ್ತಾಯದಲ್ಲಿ ಮಕ್ಕಳು ಪ್ರದರ್ಶಿಸಿದ ಸಾಂಸ್ಕೃತಿಕ ಕಾರ್ಯಕ್ರಮಗಳು ಗಮನ ಸೆಳೆದವು. ಇದೇ ಸಂದರ್ಭದಲ್ಲಿ ಶಿಬಿರಾರ್ಥಿಗಳಿಗೆ ಪ್ರಮಾಣ ಪತ್ರ ವಿತರಿಸಲಾಯಿತು. ಕನ್ನಡ ಮತ್ತು ಸಂಸ್ಕೃತಿ ಇಲಾಖೆ ಸಹಾಯಕ ನಿರ್ದೇಶಕ ಹೆಚ್. ಉಮೇಶ್, ಅಧಿಕಾರಿಗಳಾದ ರೇಖಾ, ಮಂಜುನಾಥ್, ಬಾಲಭವನದ ರವೀಂದ್ರ, ಶಿಕ್ಷಕರು ಮತ್ತು ಪೋಷಕರು ಹಾಜರಿದ್ದರು.: [904, 429, 1082, 762]
masthead-rule: [6, 74, 1266, 76]
brand-name: ಹೊಸ ದಿಗಂತ: [1014, 8, 1173, 49]
lead-text: ಮಹಾನಗರ ಪಾಲಿಕೆ ವ್ಯಾಪ್ತಿಯನ್ನು ವಿಸ್ತರಿಸುವ ಸಂಬಂಧ ಶಿವಮೊಗ್ಗ ನಗರ ಮತ್ತು ಗ್ರಾಮಾಂತರ ತಾಲ್ಲೂಕು ಹಿಚ್ಚುವರಿ ವ್ಯಾಪ್ತಿಯಲ್ಲಿ ಬರುವ 19 ಹಳ್ಳಿಗಳನ್ನು ಗುರುತಿಸಲಾಗಿದೆ. ಅವುಗಳನ್ನು ಸೇರ್ಪಡೆಗೊಳಿಸುವ ಪೂರ್ವಭಾವಿ ಸಭೆಯು ಜಿಲ್ಲಾಧಿಕಾರಿ ಕಚೇರಿಯ ಸಭಾಂಗಣದಲ್ಲಿ ನಡೆಯಿತು. ಈಗಾಗಲೇ ಪಾಲಿಕೆ ವ್ಯಾಪ್ತಿಯಲ್ಲಿ ಮೂಲ ಸೌಕರ್ಯಗಳ ಅಭಿವೃದ್ಧಿ ಕಾಮಗಾರಿಗಳು ನಡೆಯುತ್ತಿದ್ದು ಮುಂದಿನ ದಿನಗಳಲ್ಲಿ ವಿಸ್ತರಣೆಯ ಮೂಲಕ ನಗರವನ್ನು ಸ್ಮಾರ್ಟ್ ಸಿಟಿಯನ್ನಾಗಿಸಲಾಗುವುದು ಎಂದು ಜಿಲ್ಲಾಧಿಕಾರಿ ಗುರುದತ್ತ ಹೆಗಡೆ ತಿಳಿಸಿದರು. ರಾಜ್ಯ ಆಡಳಿತ ಸುಧಾರಣಾ ಆಯೋಗದ ಸೂಚನೆ ಮೇರೆಗೆ ಶಿವಮೊಗ್ಗ ಮಹಾನಗರಪಾಲಿಕೆ ವ್ಯಾಪ್ತಿಯನ್ನು ಇನ್ನಷ್ಟು ವಿಸ್ತರಿಸುವ ಸಂಬಂಧ ಗ್ರಾಮ ಪಂಚಾಯಿತಿ ಮತ್ತು ಕಂದಾಯ ಇಲಾಖೆಯ ಅಧಿಕಾರಿಗಳ ಸಭೆ ನಡೆಸಲಾಯಿತು. ಕಳೆದ 20 ವರ್ಷಗಳಿಂದ ನಮ್ಮ ಮಹಾನಗರ ಪಾಲಿಕೆಯ ವ್ಯಾಪ್ತಿ ವಿಸ್ತರಣೆಯ ಕಾರ್ಯ ನಡೆದಿರಲಿಲ್ಲ. 1995ರಲ್ಲಿ ಪಾಲಿಕೆಯ ವ್ಯಾಪ್ತಿಯನ್ನು ಗುರುತಿಸಿದ ಬಳಿಕ ಯಾವುದೇ ವಿಸ್ತರಣೆ ನಡೆದಿಲ್ಲ. ನಗರ ವೇಗವಾಗಿ ಬೆಳೆಯುತ್ತಿದ್ದು ಕೃಷಿ ಪ್ರದೇಶದ ವ್ಯಾಪ್ತಿಯಲ್ಲಿ ಬಡಾವಣೆಗಳು ನಿರ್ಮಾಣವಾಗುತ್ತಿವೆ. ಈ ನಿಟ್ಟಿನಲ್ಲಿ ಆ ಪ್ರದೇಶಗಳನ್ನು ಪಾಲಿಕೆಗೆ ಸೇರ್ಪಡೆಗೊಳಿಸಿ ಮೂಲಸೌಕರ್ಯ ಒದಗಿಸಲಾಗುವುದು. ನಗರ ಪ್ರದೇಶ ಮತ್ತು ಗ್ರಾಮೀಣ ಪ್ರದೇಶದ ಜನರ ಅಭಿಪ್ರಾಯ ಪಡೆದು ಮುಂದಿನ ಕ್ರಮ ಕೈಗೊಳ್ಳಲಾಗುವುದು. 2011ರ ಜನಗಣತಿಯಂತೆ ಪಾಲಿಕೆ ವ್ಯಾಪ್ತಿಯಲ್ಲಿ 3.22 ಲಕ್ಷ ಜನಸಂಖ್ಯೆಯಿದ್ದು, ಈಗ ಅಂದಾಜು 4.22 ಲಕ್ಷ ಜನಸಂಖ್ಯೆ ಇದೆ. ಹೊಸದಾಗಿ ಸೇರ್ಪಡೆಯಾಗುವ 19 ಹಳ್ಳಿಗಳಿಂದ ಸುಮಾರು 35000 ಜನಸಂಖ್ಯೆ ಹೆಚ್ಚಾಗಲಿದೆ. ಸಂಬಂಧಪಟ್ಟ ಗ್ರಾಮ ಪಂಚಾಯಿತಿಗಳ ಪಿಡಿಒ, ಕಂದಾಯ ನಿರೀಕ್ಷಕರು ವರದಿ ನೀಡಬೇಕು. ಮುಂದಿನ 15 ದಿನಗಳೊಳಗಾಗಿ ನಿರ್ಣಯ ಕೈಗೊಂಡು ಸರ್ಕಾರಕ್ಕೆ ಪ್ರಸ್ತಾವನೆ ಸಲ್ಲಿಸಲಾಗುವುದು ಎಂದರು. ಸಭೆಯಲ್ಲಿ ಪಾಲಿಕೆ ಆಯುಕ್ತೆ ಕವಿತಾ ಯೋಗಪ್ಪನವರ್, ಜಿಪಂ ಸಿಇಒ ಹೇಮಂತ್, ಅಪರ ಜಿಲ್ಲಾಧಿಕಾರಿ ಸಿದ್ದಲಿಂಗ ರೆಡ್ಡಿ, ನಗರಾಭಿವೃದ್ಧಿ ಪ್ರಾಧಿಕಾರದ ಆಯುಕ್ತ ವಿಶ್ವನಾಥ ಮುದಜ್ಜಿ, ತಹಶೀಲ್ದಾರ್ ರಾಜೀವ್, ಮೂಡ ಅಧ್ಯಕ್ಷ ಸುಂದರೇಶ್ ಸೇರಿದಂತೆ ಅಧಿಕಾರಿಗಳು, ಜನಪ್ರತಿನಿಧಿಗಳು ಪಾಲ್ಗೊಂಡಿದ್ದರು. ನಗರದಲ್ಲಿ ಬೀಡು ಬಿಡುವ ಜಾನುವಾರು ಹಾವಳಿ ತಡೆಗೆ ಸಹ ಚರ್ಚೆ ನಡೆಯಿತು.: [280, 471, 474, 866]
article5-body: [808, 1086, 1266, 1430]
date-block: [56, 6, 146, 51]
lead-text-cont: ಮಹಾನಗರ ಪಾಲಿಕೆ ವ್ಯಾಪ್ತಿಯನ್ನು ವಿಸ್ತರಿಸುವ ಸಂಬಂಧ ಶಿವಮೊಗ್ಗ ನಗರ ಮತ್ತು ಗ್ರಾಮಾಂತರ ತಾಲ್ಲೂಕು ಹಿಚ್ಚುವರಿ ವ್ಯಾಪ್ತಿಯಲ್ಲಿ ಬರುವ 19 ಹಳ್ಳಿಗಳನ್ನು ಗುರುತಿಸಲಾಗಿದೆ. ಅವುಗಳನ್ನು ಸೇರ್ಪಡೆಗೊಳಿಸುವ ಪೂರ್ವಭಾವಿ ಸಭೆಯು ಜಿಲ್ಲಾಧಿಕಾರಿ ಕಚೇರಿಯ ಸಭಾಂಗಣದಲ್ಲಿ ನಡೆಯಿತು. ಈಗಾಗಲೇ ಪಾಲಿಕೆ ವ್ಯಾಪ್ತಿಯಲ್ಲಿ ಮೂಲ ಸೌಕರ್ಯಗಳ ಅಭಿವೃದ್ಧಿ ಕಾಮಗಾರಿಗಳು ನಡೆಯುತ್ತಿದ್ದು ಮುಂದಿನ ದಿನಗಳಲ್ಲಿ ವಿಸ್ತರಣೆಯ ಮೂಲಕ ನಗರವನ್ನು ಸ್ಮಾರ್ಟ್ ಸಿಟಿಯನ್ನಾಗಿಸಲಾಗುವುದು ಎಂದು ಜಿಲ್ಲಾಧಿಕಾರಿ ಗುರುದತ್ತ ಹೆಗಡೆ ತಿಳಿಸಿದರು. ರಾಜ್ಯ ಆಡಳಿತ ಸುಧಾರಣಾ ಆಯೋಗದ ಸೂಚನೆ ಮೇರೆಗೆ ಶಿವಮೊಗ್ಗ ಮಹಾನಗರಪಾಲಿಕೆ ವ್ಯಾಪ್ತಿಯನ್ನು ಇನ್ನಷ್ಟು ವಿಸ್ತರಿಸುವ ಸಂಬಂಧ ಗ್ರಾಮ ಪಂಚಾಯಿತಿ ಮತ್ತು ಕಂದಾಯ ಇಲಾಖೆಯ ಅಧಿಕಾರಿಗಳ ಸಭೆ ನಡೆಸಲಾಯಿತು. ಕಳೆದ 20 ವರ್ಷಗಳಿಂದ ನಮ್ಮ ಮಹಾನಗರ ಪಾಲಿಕೆಯ ವ್ಯಾಪ್ತಿ ವಿಸ್ತರಣೆಯ ಕಾರ್ಯ ನಡೆದಿರಲಿಲ್ಲ. 1995ರಲ್ಲಿ ಪಾಲಿಕೆಯ ವ್ಯಾಪ್ತಿಯನ್ನು ಗುರುತಿಸಿದ ಬಳಿಕ ಯಾವುದೇ ವಿಸ್ತರಣೆ ನಡೆದಿಲ್ಲ. ನಗರ ವೇಗವಾಗಿ ಬೆಳೆಯುತ್ತಿದ್ದು ಕೃಷಿ ಪ್ರದೇಶದ ವ್ಯಾಪ್ತಿಯಲ್ಲಿ ಬಡಾವಣೆಗಳು ನಿರ್ಮಾಣವಾಗುತ್ತಿವೆ. ಈ ನಿಟ್ಟಿನಲ್ಲಿ ಆ ಪ್ರದೇಶಗಳನ್ನು ಪಾಲಿಕೆಗೆ ಸೇರ್ಪಡೆಗೊಳಿಸಿ ಮೂಲಸೌಕರ್ಯ ಒದಗಿಸಲಾಗುವುದು. ನಗರ ಪ್ರದೇಶ ಮತ್ತು ಗ್ರಾಮೀಣ ಪ್ರದೇಶದ ಜನರ ಅಭಿಪ್ರಾಯ ಪಡೆದು ಮುಂದಿನ ಕ್ರಮ ಕೈಗೊಳ್ಳಲಾಗುವುದು. 2011ರ ಜನಗಣತಿಯಂತೆ ಪಾಲಿಕೆ ವ್ಯಾಪ್ತಿಯಲ್ಲಿ 3.22 ಲಕ್ಷ ಜನಸಂಖ್ಯೆಯಿದ್ದು, ಈಗ ಅಂದಾಜು 4.22 ಲಕ್ಷ ಜನಸಂಖ್ಯೆ ಇದೆ. ಹೊಸದಾಗಿ ಸೇರ್ಪಡೆಯಾಗುವ 19 ಹಳ್ಳಿಗಳಿಂದ ಸುಮಾರು 35000 ಜನಸಂಖ್ಯೆ ಹೆಚ್ಚಾಗಲಿದೆ. ಸಂಬಂಧಪಟ್ಟ ಗ್ರಾಮ ಪಂಚಾಯಿತಿಗಳ ಪಿಡಿಒ, ಕಂದಾಯ ನಿರೀಕ್ಷಕರು ವರದಿ ನೀಡಬೇಕು. ಮುಂದಿನ 15 ದಿನಗಳೊಳಗಾಗಿ ನಿರ್ಣಯ ಕೈಗೊಂಡು ಸರ್ಕಾರಕ್ಕೆ ಪ್ರಸ್ತಾವನೆ ಸಲ್ಲಿಸಲಾಗುವುದು ಎಂದರು. ಸಭೆಯಲ್ಲಿ ಪಾಲಿಕೆ ಆಯುಕ್ತೆ ಕವಿತಾ ಯೋಗಪ್ಪನವರ್, ಜಿಪಂ ಸಿಇಒ ಹೇಮಂತ್, ಅಪರ ಜಿಲ್ಲಾಧಿಕಾರಿ ಸಿದ್ದಲಿಂಗ ರೆಡ್ಡಿ, ನಗರಾಭಿವೃದ್ಧಿ ಪ್ರಾಧಿಕಾರದ ಆಯುಕ್ತ ವಿಶ್ವನಾಥ ಮುದಜ್ಜಿ, ತಹಶೀಲ್ದಾರ್ ರಾಜೀವ್, ಮೂಡ ಅಧ್ಯಕ್ಷ ಸುಂದರೇಶ್ ಸೇರಿದಂತೆ ಅಧಿಕಾರಿಗಳು, ಜನಪ್ರತಿನಿಧಿಗಳು ಪಾಲ್ಗೊಂಡಿದ್ದರು. ನಗರದಲ್ಲಿ ಬೀಡು ಬಿಡುವ ಜಾನುವಾರು ಹಾವಳಿ ತಡೆಗೆ ಸಹ ಚರ್ಚೆ ನಡೆಯಿತು.: [482, 599, 682, 982]
date-label: 28 ಮೇ 2025: [69, 22, 133, 35]
article1-place: ಶೃಂಗೇರಿ:: [650, 123, 677, 133]
article7-body: [682, 1690, 1266, 1896]
article6-body-col1: [8, 1716, 198, 2048]
registration-marks: [0, 2056, 1273, 2070]
article1-photo: [280, 92, 640, 364]
article6-text: ಸುಮಾರು ವರ್ಷಗಳಿಂದ ಬೆಳೆಗಾರರು ಉಳುಮೆ ಮಾಡುತ್ತಿರುವ ಜಮೀನನ್ನು ಅರಣ್ಯ ಇಲಾಖೆ ಡೀಮ್ಡ್ ಫಾರೆಸ್ಟ್ ಎಂದು ದಾಖಲಿಸಿರುವುದು ಸರಿಯಲ್ಲ ಎಂದು ಕಾಫಿ ಮಂಡಳಿ ಮಾಜಿ ಸದಸ್ಯ ಡಿ.ಎಂ. ವಿಜಯ್ ಖಂಡಿಸಿದರು. ಪತ್ರಿಕಾಗೋಷ್ಠಿಯಲ್ಲಿ ಮಾತನಾಡಿದ ಅವರು, 1980ರ ಅರಣ್ಯ ಸಂರಕ್ಷಣಾ ಕಾಯ್ದೆ ಜಾರಿಗೆ ಬರುವ ಮೊದಲೇ ಈ ಭೂಮಿಯಲ್ಲಿ ಕೃಷಿ ಮಾಡಲಾಗುತ್ತಿದೆ. 1960-70 ರಲ್ಲಿ ಜಮೀನು ಮಂಜೂರಾಗಿದ್ದು ಕಂದಾಯ ದಾಖಲೆಗಳಿವೆ. ಉದ್ದೇಶಪೂರ್ವಕವಾಗಿ ಬೆಳೆಗಾರರಿಗೆ ತೊಂದರೆ ನೀಡಲಾಗುತ್ತಿದೆ. ಅರಣ್ಯ ಇಲಾಖೆ ಅಧಿಕಾರಿಗಳು ಕೂಡಲೇ ಈ ದಾಖಲೆಗಳನ್ನು ಸರಿಪಡಿಸಬೇಕು. ಇಲ್ಲದಿದ್ದಲ್ಲಿ ಬೆಳೆಗಾರರ ಸಂಘಟನೆಗಳೊಂದಿಗೆ ಸೇರಿ ಉಗ್ರ ಹೋರಾಟ ನಡೆಸಲಾಗುವುದು. ಜಮೀನಿನ ಮೇಲೆ ಬ್ಯಾಂಕ್ ಸಾಲ ಪಡೆದ ಬೆಳೆಗಾರರು ಸಂಕಷ್ಟಕ್ಕೆ ಸಿಲುಕಿದ್ದಾರೆ. ಸರ್ಕಾರ ಕೂಡಲೇ ಮಧ್ಯಪ್ರವೇಶಿಸಿ ಸಮಸ್ಯೆ ಬಗೆಹರಿಸಬೇಕು. ಜಿಲ್ಲೆಯ ಜನಪ್ರತಿನಿಧಿಗಳು ಈ ಬಗ್ಗೆ ಧ್ವನಿ ಎತ್ತಬೇಕು ಎಂದು ಒತ್ತಾಯಿಸಿದರು. ಗೋಷ್ಠಿಯಲ್ಲಿ ಬೆಳೆಗಾರರಾದ ಸುರೇಶ್, ಮಂಜುನಾಥ್, ಪೂರ್ಣೇಶ್, ಪ್ರಕಾಶ್, ಚಂದ್ರಶೇಖರ್, ಪುಟ್ಟೇಗೌಡ, ರವಿ ಮತ್ತಿತರರು ಹಾಜರಿದ್ದರು.: [8, 1717, 198, 1914]
lead-photo: [482, 478, 682, 592]
article4-body-col2: [452, 1234, 794, 1624]
news2-text: ಈ ಬಾರಿಯ ಮುಂಗಾರು ಅವಧಿಯ ಪೂರ್ವದಲ್ಲೇ ಮಳೆ ಆರಂಭವಾಗಿದ್ದು ಮುಂದಿನ ದಿನಗಳಲ್ಲಿ ಪೈರು ಉಳಿಸಿಕೊಳ್ಳುವುದು ರೈತರಿಗೆ ಸವಾಲಾಗಲಿದೆ ಎಂದು ತಾಲೂಕು ಕೃಷಿ ಸಹಾಯಕ ನಿರ್ದೇಶಕ ಕೆ.ಎಸ್. ಗೋಪಾಲ್ ಅಭಿಪ್ರಾಯಪಟ್ಟರು. ಕನ್ನಡ ಭವನದಲ್ಲಿ ತಾಲೂಕು ಕೃಷಿಕ ಸಮಾಜ, ಕೃಷಿ ಇಲಾಖೆ ಹಾಗೂ ತಾಲೂಕು ಪ್ರತ್ತೀಕರಣ ಸಂಘದ ವತಿಯಿಂದ ನಡೆದ ಮುಂಗಾರು ಹಂಗಾಮಿನ ಮಾಹಿತಿ ಕಾರ್ಯಾಗಾರದಲ್ಲಿ ಅವರು ಮಾತನಾಡಿದರು. ಕೃಷಿಯಲ್ಲಿ ಆಧುನಿಕ ತಂತ್ರಜ್ಞಾನ ಅಳವಡಿಸಿಕೊಂಡು ರೈತರು ಉತ್ತಮ ಇಳುವರಿ ಪಡೆಯಬೇಕು. ಬಿತ್ತನೆ ಬೀಜ, ರಸಗೊಬ್ಬರ ಖರೀದಿಸುವಾಗ ಎಚ್ಚರಿಕೆ ವಹಿಸಬೇಕು. ಮಳೆಯ ಪ್ರಮಾಣ ಹೆಚ್ಚಾದಾಗ ಗದ್ದೆಗಳಲ್ಲಿ ನೀರು ನಿಲ್ಲದಂತೆ ಕ್ರಮ ಕೈಗೊಳ್ಳಬೇಕು. ಭತ್ತದ ಬೆಳೆಗೆ ಬರುವ ರೋಗಗಳ ನಿಯಂತ್ರಣಕ್ಕೆ ಸೂಕ್ತ ಔಷಧ ಬಳಸಬೇಕು ಎಂದರು. ಕೃಷಿಕ ಸಮಾಜದ ಅಧ್ಯಕ್ಷ ಎಚ್.ಡಿ. ಶಿವಪ್ರಸಾದ್ ಅಧ್ಯಕ್ಷತೆ ವಹಿಸಿದ್ದರು. ಕಾರ್ಯಕ್ರಮದಲ್ಲಿ ರೈತರು, ಇಲಾಖೆ ಅಧಿಕಾರಿಗಳು ಹಾಗೂ ಕೃಷಿಕ ಸಮಾಜದ ಸದಸ್ಯರು ಉಪಸ್ಥಿತರಿದ್ದರು. ಬೆಳೆ ವಿಮೆ, ಮಣ್ಣು ಪರೀಕ್ಷೆ, ಸಾವಯವ ಕೃಷಿ ಕುರಿತು ಮಾಹಿತಿ ನೀಡಲಾಯಿತು. ಹೋಬಳಿ ಮಟ್ಟದ ಕೃಷಿ ಅಧಿಕಾರಿಗಳು ರೈತರ ಪ್ರಶ್ನೆಗಳಿಗೆ ಉತ್ತರಿಸಿದರು. ಸಹಾಯಕ ಕೃಷಿ ಅಧಿಕಾರಿ ಪ್ರಕಾಶ್ ಸ್ವಾಗತಿಸಿ, ಜೆ.ಎಂ. ಶ್ರೀಧರ್ ವಂದಿಸಿದರು.: [12, 995, 266, 1167]
sidebar-box: [690, 476, 888, 1008]
article4-kicker: ಬಿಜೆಪಿ ಗ್ರಾಮಾಂತರ ಮಂಡಲ ಅಧ್ಯಕ್ಷ ದೇವೇಂದ್ರಪ್ಪ ಯಲಕುಂದ್ಲಿ: [280, 1030, 575, 1048]
divider-2: [278, 1020, 1266, 1022]
article3-place: ಶಿವಮೊಗ್ಗ:: [904, 429, 936, 439]
article7-place: ಚಿಕ್ಕಮಗಳೂರು:: [682, 1691, 729, 1701]
news1-photo: [8, 838, 268, 930]
article7-photo-1: [682, 1902, 966, 2048]
news1-text: ಇಲ್ಲಿನ ಪುರಸಭೆಯ ಪೌರಸೇವಾ ನೌಕರರ ಸಂಘದ ಅಧ್ಯಕ್ಷರಾಗಿ ಹೆಚ್. ಜಯಮ್ಮ ಅವಿರೋಧವಾಗಿ ಆಯ್ಕೆಯಾದರು. ಪುರಸಭೆ ಸಭಾಂಗಣದಲ್ಲಿ ಶಿಂದಿನ ಅಧ್ಯಕ್ಷ ಎ.ಎಂ.ಮಂಜುನಾಥ್ ಅವರ ರಾಜೀನಾಮೆಯಿಂದ ತೆರವಾಗಿದ್ದ ಸ್ಥಾನಕ್ಕೆ ನಡೆದ ಚುನಾವಣೆಯಲ್ಲಿ ಪೌರಸೇವಾ ನೌಕರರ ಅಧ್ಯಕ್ಷೆ ಸ್ಥಾನಕ್ಕೆ ಹೆಚ್. ಜಯಮ್ಮ ಅವರ ಹೆಸರು ಸೂಚಿಸಿದ ಸದಸ್ಯರು ಎಲ್ಲಾ ನೌಕರರು ಧ್ವನಿಗೂಡಿಸಿ ಒಮ್ಮತದ ಆಯ್ಕೆ ನಡೆಸಿದರು. ನಂತರ ಮಾತನಾಡಿದ ಅವರು, ಬಾಳೆಹೊನ್ನೂರು ರಂಭಾಪುರಿ ಜಗದ್ಗುರುಗಳ ಆಶೀರ್ವಾದದೊಂದಿಗೆ ಮಹಿಳೆಯೊಬ್ಬರು ಸಂಘದ ಅಧ್ಯಕ್ಷರಾಗಿರುವುದು ಸಂತಸ ತಂದಿದೆ. ಸಂಘದ ಎಲ್ಲಾ ಸದಸ್ಯರ ಸಹಕಾರದಿಂದ ನೌಕರರ ಸಮಸ್ಯೆಗಳನ್ನು ಬಗೆಹರಿಸಲು ಶ್ರಮಿಸುತ್ತೇನೆ ಎಂದರು. ಹಿರಿಯ ಸದಸ್ಯರಾದ ಮಂಜುನಾಥ್, ಶಿವಕುಮಾರ್, ರಾಜು, ಸುಮಿತ್ರಾ, ಗೌರಮ್ಮ, ಲಕ್ಷ್ಮಮ್ಮ, ರಾಧಾ ಸೇರಿದಂತೆ ಹಲವರು ಉಪಸ್ಥಿತರಿದ್ದರು. ಸಾಮಾನ್ಯ ಸಭೆಯಲ್ಲಿ ಸಂಘದ ಮುಂದಿನ ಕಾರ್ಯಚಟುವಟಿಕೆಗಳ ಬಗ್ಗೆ ಚರ್ಚಿಸಲಾಯಿತು. ಶಿರಾಳಕೊಪ್ಪ ಪುರಸಭೆ ಮುಖ್ಯಾಧಿಕಾರಿ, ಸಿಬ್ಬಂದಿ ವರ್ಗ ಹಾಗೂ ನೌಕರರು ಶುಭ ಕೋರಿದರು. ಗೌರವಾಧ್ಯಕ್ಷರಾಗಿ ಸಿ. ಸುಬ್ಬಮ್ಮ, ಕಾರ್ಯದರ್ಶಿಯಾಗಿ ಮಹೇಶ್ ನಾಯ್ಕ್, ಉಪಾಧ್ಯಕ್ಷರಾಗಿ ಎಸ್.ಎಂ. ಮಲ್ಲೇಶ್, ಖಜಾಂಚಿಯಾಗಿ ಚಂದ್ರಶೇಖರ್, ಸಹ ಕಾರ್ಯದರ್ಶಿಯಾಗಿ ಶಿ.ಎನ್. ದಿನೇಶ್, ಜಿಲ್ಲಾ ನಿರ್ದೇಶಕರಾಗಿ ವೈ.ಎಂ. ಸಿ. ಬಸವರಾಜ್, ನಿರ್ದೇಶಕರಾಗಿ ಎಚ್. ಕೆ. ಗಿರೀಶ್, ಹೆಚ್. ಸಿ. ಪ್ರವೀಣ್, ಶ್ರೀನಿವಾಸ್, ರಮೇಶ್, ಶೃಂಗಾರ್ ಕುಮಾರ್ ಪಾರ್ವತಿ ಆಯ್ಕೆಯಾದರು.: [12, 211, 266, 408]
news2-headline: ಪೈರು ಉಳಿಸಿಕೊಳ್ಳುವುದು ರೈತರಿಗೆ ಸವಾಲು: [12, 945, 226, 964]
divider-1: [278, 372, 1266, 374]
article7-photo-2: [972, 1902, 1266, 2048]
lead-body-col2: [482, 598, 682, 1016]
article6-text-cont: ಸುಮಾರು ವರ್ಷಗಳಿಂದ ಬೆಳೆಗಾರರು ಉಳುಮೆ ಮಾಡುತ್ತಿರುವ ಜಮೀನನ್ನು ಅರಣ್ಯ ಇಲಾಖೆ ಡೀಮ್ಡ್ ಫಾರೆಸ್ಟ್ ಎಂದು ದಾಖಲಿಸಿರುವುದು ಸರಿಯಲ್ಲ ಎಂದು ಕಾಫಿ ಮಂಡಳಿ ಮಾಜಿ ಸದಸ್ಯ ಡಿ.ಎಂ. ವಿಜಯ್ ಖಂಡಿಸಿದರು. ಪತ್ರಿಕಾಗೋಷ್ಠಿಯಲ್ಲಿ ಮಾತನಾಡಿದ ಅವರು, 1980ರ ಅರಣ್ಯ ಸಂರಕ್ಷಣಾ ಕಾಯ್ದೆ ಜಾರಿಗೆ ಬರುವ ಮೊದಲೇ ಈ ಭೂಮಿಯಲ್ಲಿ ಕೃಷಿ ಮಾಡಲಾಗುತ್ತಿದೆ. 1960-70 ರಲ್ಲಿ ಜಮೀನು ಮಂಜೂರಾಗಿದ್ದು ಕಂದಾಯ ದಾಖಲೆಗಳಿವೆ. ಉದ್ದೇಶಪೂರ್ವಕವಾಗಿ ಬೆಳೆಗಾರರಿಗೆ ತೊಂದರೆ ನೀಡಲಾಗುತ್ತಿದೆ. ಅರಣ್ಯ ಇಲಾಖೆ ಅಧಿಕಾರಿಗಳು ಕೂಡಲೇ ಈ ದಾಖಲೆಗಳನ್ನು ಸರಿಪಡಿಸಬೇಕು. ಇಲ್ಲದಿದ್ದಲ್ಲಿ ಬೆಳೆಗಾರರ ಸಂಘಟನೆಗಳೊಂದಿಗೆ ಸೇರಿ ಉಗ್ರ ಹೋರಾಟ ನಡೆಸಲಾಗುವುದು. ಜಮೀನಿನ ಮೇಲೆ ಬ್ಯಾಂಕ್ ಸಾಲ ಪಡೆದ ಬೆಳೆಗಾರರು ಸಂಕಷ್ಟಕ್ಕೆ ಸಿಲುಕಿದ್ದಾರೆ. ಸರ್ಕಾರ ಕೂಡಲೇ ಮಧ್ಯಪ್ರವೇಶಿಸಿ ಸಮಸ್ಯೆ ಬಗೆಹರಿಸಬೇಕು. ಜಿಲ್ಲೆಯ ಜನಪ್ರತಿನಿಧಿಗಳು ಈ ಬಗ್ಗೆ ಧ್ವನಿ ಎತ್ತಬೇಕು ಎಂದು ಒತ್ತಾಯಿಸಿದರು. ಗೋಷ್ಠಿಯಲ್ಲಿ ಬೆಳೆಗಾರರಾದ ಸುರೇಶ್, ಮಂಜುನಾಥ್, ಪೂರ್ಣೇಶ್, ಪ್ರಕಾಶ್, ಚಂದ್ರಶೇಖರ್, ಪುಟ್ಟೇಗೌಡ, ರವಿ ಮತ್ತಿತರರು ಹಾಜರಿದ್ದರು.: [204, 1811, 666, 1896]
section-title: ಪ್ರಾದೇಶಿಕ: [400, 7, 539, 61]
